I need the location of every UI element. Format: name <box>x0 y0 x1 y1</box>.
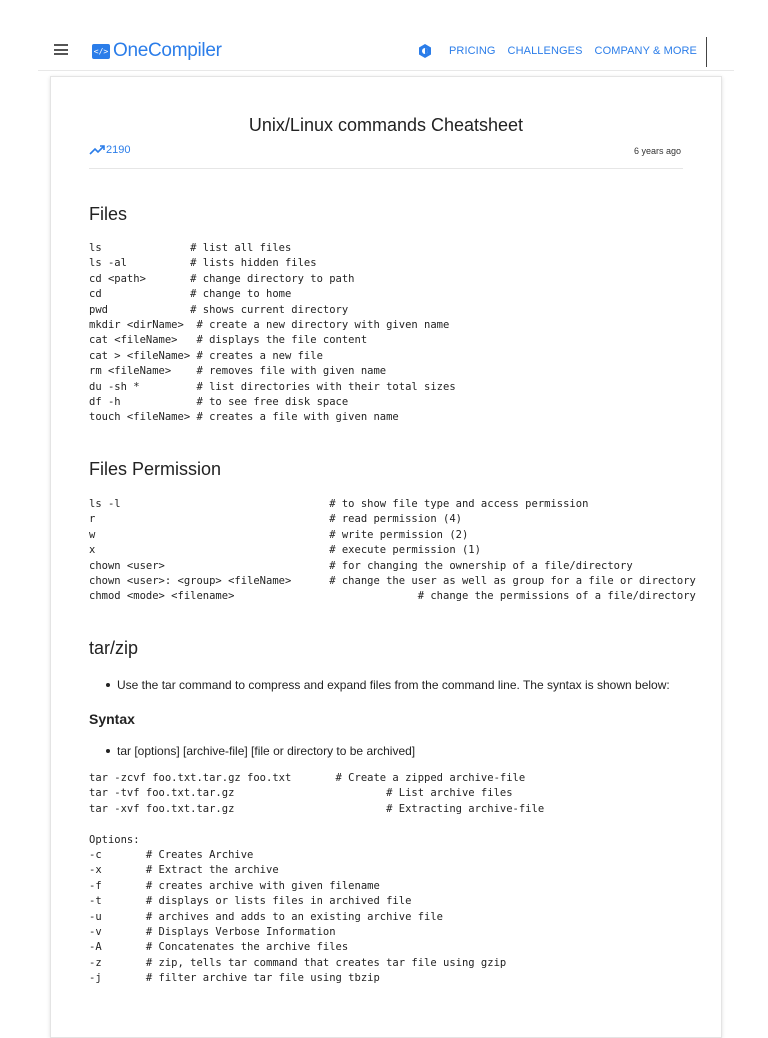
files-code-block: ls # list all files ls -al # lists hidden files cd <path> # change directory to path cd # change to home pwd # shows current directory mkdir <dirName> # create a new directory with given name cat <fileName> # displays the file content cat > <fileName> # creates a new file rm <fileName> # removes file with given name du -sh * # list directories with their total sizes df -h # to see free disk space touch <fileName> # creates a file with given name <box>89 242 456 424</box>
syntax-item <box>106 744 415 758</box>
bullet-dot <box>106 683 110 687</box>
tar-zip-heading: tar/zip <box>89 638 139 658</box>
page-title: Unix/Linux commands Cheatsheet <box>248 115 524 135</box>
post-age: 6 years ago <box>633 146 681 156</box>
tar-code-block: tar -zcvf foo.txt.tar.gz foo.txt # Create a zipped archive-file tar -tvf foo.txt.tar.gz # List archive files tar -xvf foo.txt.tar.gz # Extracting archive-file Options: -c # Creates Archive -x # Extract the archive -f # creates archive with given filename -t # displays or lists files in archived file -u # archives and adds to an existing archive file -v # Displays Verbose Information -A # Concatenates the archive files -z # zip, tells tar command that creates tar file using gzip -j # filter archive tar file using tbzip <box>89 772 545 985</box>
permission-code-block: ls -l # to show file type and access permission r # read permission (4) w # write permission (2) x # execute permission (1) chown <user> # for changing the ownership of a file/directory chown <user>: <group> <fileName> # change the user as well as group for a file or directory chmod <mode> <filename> # change the permissions of a file/directory <box>89 498 696 603</box>
trending-icon <box>89 145 105 155</box>
tar-description-text: Use the tar command to compress and expand files from the command line. The syntax is shown below: <box>117 678 670 692</box>
theme-toggle-icon[interactable] <box>418 44 432 58</box>
logo-text: OneCompiler <box>113 40 222 61</box>
nav-link-pricing[interactable]: PRICING <box>449 45 496 57</box>
menu-icon[interactable] <box>54 44 68 55</box>
bullet-dot <box>106 749 110 753</box>
nav-links <box>449 45 709 57</box>
logo-icon: </> <box>92 44 110 59</box>
views-count <box>89 144 130 156</box>
syntax-heading: Syntax <box>89 711 135 727</box>
header-divider <box>89 168 683 169</box>
files-heading: Files <box>89 204 128 224</box>
tar-description-item <box>106 678 670 692</box>
files-permission-heading: Files Permission <box>89 459 222 479</box>
views-value: 2190 <box>106 144 131 156</box>
syntax-text: tar [options] [archive-file] [file or directory to be archived] <box>117 744 416 758</box>
top-navbar <box>38 28 734 71</box>
logo[interactable] <box>92 40 222 62</box>
cheatsheet-card <box>50 76 722 1038</box>
nav-link-challenges[interactable]: CHALLENGES <box>507 45 583 57</box>
nav-link-company[interactable]: COMPANY & MORE <box>594 45 697 57</box>
nav-divider <box>706 37 707 67</box>
